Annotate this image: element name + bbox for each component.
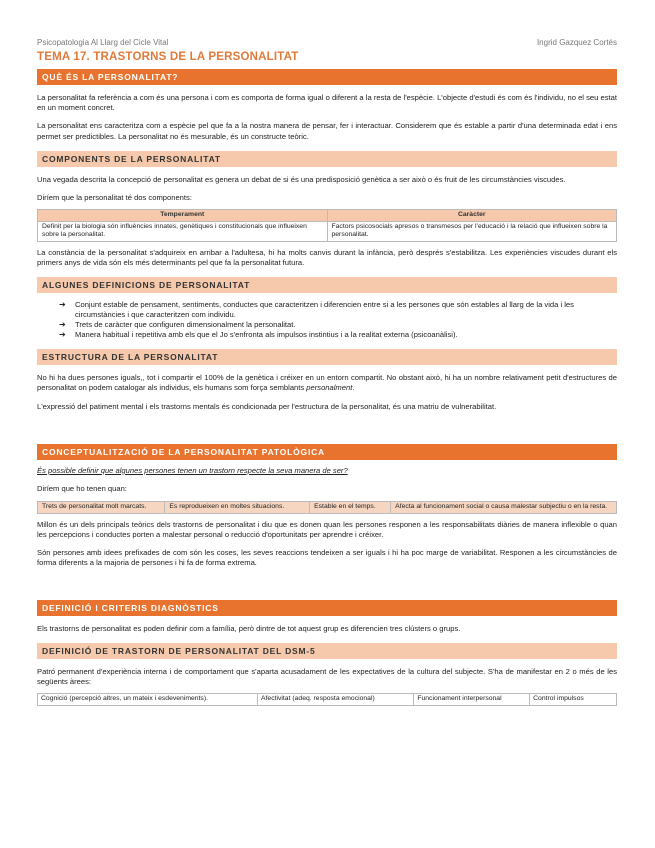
page-header [37, 38, 617, 50]
table-cell: Cognició (percepció altres, un mateix i esdeveniments). [38, 694, 258, 706]
list-item-text: Manera habitual i repetitiva amb els que el Jo s'enfronta als impulsos instintius i a la realitat externa (psicoanàlisi). [75, 330, 458, 340]
arrow-icon: ➔ [59, 330, 66, 340]
section-heading-dsm5: DEFINICIÓ DE TRASTORN DE PERSONALITAT DEL DSM-5 [37, 643, 617, 659]
table-cell: Funcionament interpersonal [414, 694, 530, 706]
paragraph: La personalitat ens caracteritza com a espècie pel que fa a la nostra manera de pensar, fer i interactuar. Considerem que és estable a partir d'una determinada edat i ens permet ser predictibles. La personalitat no és mesurable, és un constructe teòric. [37, 121, 617, 141]
paragraph: L'expressió del patiment mental i els trastorns mentals és condicionada per l'estructura de la personalitat, és una matriu de vulnerabilitat. [37, 401, 497, 411]
list-item [59, 320, 617, 330]
author-name: Ingrid Gazquez Cortés [536, 38, 617, 47]
paragraph: Són persones amb idees prefixades de com són les coses, les seves reaccions tendeixen a ser iguals i hi ha poc marge de variabilitat. Responen a les circumstàncies de forma diferents a la majoria de persones i hi fa de forma extrema. [37, 548, 617, 568]
section-heading-definicions: ALGUNES DEFINICIONS DE PERSONALITAT [37, 277, 617, 293]
paragraph: Millon és un dels principals teòrics dels trastorns de personalitat i diu que es donen quan les persones responen a les responsabilitats diàries de manera inflexible o quan les percepcions i conductes porten a malestar personal o reducció d'oportunitats per aprendre i créixer. [37, 519, 617, 539]
paragraph [37, 373, 617, 393]
table-header: Temperament [38, 210, 328, 222]
table-cell: Factors psicosocials apresos o transmesos per l'educació i la relació que influeixen sobre la personalitat. [327, 221, 617, 241]
italic-text: personalment [306, 383, 353, 393]
paragraph: Els trastorns de personalitat es poden definir com a família, però dintre de tot aquest grup es diferencien tres clústers o grups. [37, 624, 461, 634]
list-item [59, 300, 617, 320]
criteria-table [37, 501, 617, 514]
table-cell: Afectivitat (adeq. resposta emocional) [258, 694, 414, 706]
section-heading-definicio-criteris: DEFINICIÓ I CRITERIS DIAGNÒSTICS [37, 600, 617, 616]
table-header: Caràcter [327, 210, 617, 222]
course-name: Psicopatologia Al Llarg del Cicle Vital [37, 38, 169, 47]
components-table [37, 209, 617, 242]
section-heading-que-es: QUÈ ÉS LA PERSONALITAT? [37, 69, 617, 85]
text: No hi ha dues persones iguals,, tot i compartir el 100% de la genètica i créixer en un entorn compartit. No obstant això, hi ha un nombre relativament petit d'estructures de personalitat on podem catalogar als individus, els humans som força semblants [37, 373, 617, 393]
definitions-list [37, 300, 617, 340]
paragraph: La constància de la personalitat s'adquireix en arribar a l'adultesa, hi ha molts canvis durant la infància, però després s'estabilitza. Les experiències viscudes durant els primers anys de vida són els més determinants pel que fa la personalitat futura. [37, 247, 617, 267]
arrow-icon: ➔ [59, 320, 66, 330]
list-item [59, 330, 617, 340]
document-page [37, 38, 617, 706]
section-heading-estructura: ESTRUCTURA DE LA PERSONALITAT [37, 349, 617, 365]
table-cell: Es reprodueixen en moltes situacions. [165, 502, 310, 514]
paragraph: Una vegada descrita la concepció de personalitat es genera un debat de si és una predisposició genètica a ser això o és fruit de les circumstàncies viscudes. [37, 174, 566, 184]
paragraph: Diríem que la personalitat té dos components: [37, 193, 192, 203]
text: . [352, 383, 355, 393]
paragraph: La personalitat fa referència a com és una persona i com es comporta de forma igual o diferent a la resta de l'espècie. L'objecte d'estudi és com és l'individu, no el seu estat en un moment concret. [37, 93, 617, 113]
table-cell: Afecta al funcionament social o causa malestar subjectiu o en la resta. [391, 502, 617, 514]
question-text: És possible definir que algunes persones tenen un trastorn respecte la seva manera de ser? [37, 465, 348, 475]
page-title: TEMA 17. TRASTORNS DE LA PERSONALITAT [37, 51, 299, 63]
table-cell: Estable en el temps. [310, 502, 391, 514]
list-item-text: Trets de caràcter que configuren dimensionalment la personalitat. [75, 320, 296, 330]
arrow-icon: ➔ [59, 300, 66, 310]
list-item-text: Conjunt estable de pensament, sentiments, conductes que caracteritzen i diferencien entre si a les persones que són estables al llarg de la vida i les circumstàncies i que caracteritzen com individu. [75, 300, 574, 320]
table-cell: Trets de personalitat molt marcats. [38, 502, 165, 514]
section-heading-conceptualitzacio: CONCEPTUALITZACIÓ DE LA PERSONALITAT PATOLÒGICA [37, 444, 617, 460]
dsm5-areas-table [37, 693, 617, 706]
paragraph: Patró permanent d'experiència interna i de comportament que s'aparta acusadament de les expectatives de la cultura del subjecte. S'ha de manifestar en 2 o més de les següents àrees: [37, 666, 617, 686]
section-heading-components: COMPONENTS DE LA PERSONALITAT [37, 151, 617, 167]
table-cell: Control impulsos [530, 694, 617, 706]
paragraph: Diríem que ho tenen quan: [37, 483, 127, 493]
table-cell: Definit per la biologia són influències innates, genètiques i constitucionals que influeixen sobre la personalitat. [38, 221, 328, 241]
